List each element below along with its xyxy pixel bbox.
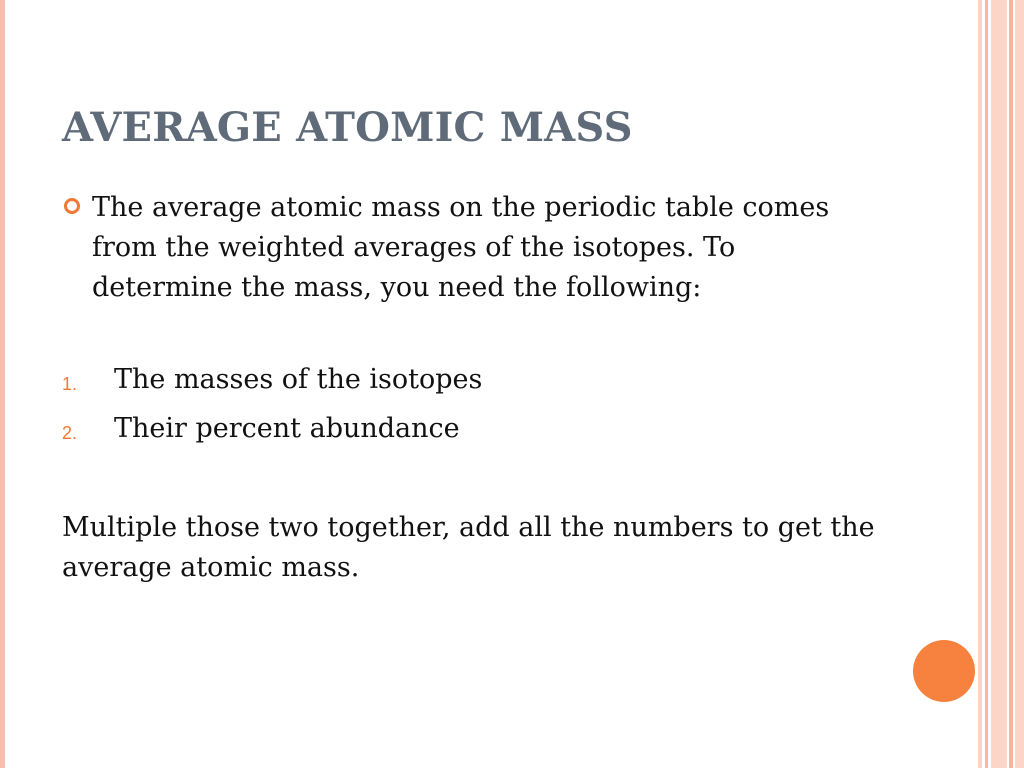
left-border: [0, 0, 5, 768]
bullet-point: [62, 188, 862, 308]
slide-title: AVERAGE ATOMIC MASS: [62, 104, 633, 151]
bullet-text: The average atomic mass on the periodic table comes from the weighted averages of the isotopes. To determine the mass, you need the following:: [92, 192, 830, 303]
item-number: 2.: [62, 423, 78, 443]
item-text: Their percent abundance: [114, 413, 460, 444]
item-number: 1.: [62, 374, 78, 394]
decorative-circle: [913, 640, 975, 702]
stripe: [985, 0, 988, 768]
stripe: [1015, 0, 1024, 768]
stripe: [1009, 0, 1013, 768]
stripe: [978, 0, 982, 768]
stripe: [991, 0, 1007, 768]
closing-paragraph: Multiple those two together, add all the numbers to get the average atomic mass.: [62, 512, 875, 583]
item-text: The masses of the isotopes: [114, 364, 483, 395]
decorative-stripes: [978, 0, 1024, 768]
circle-bullet-icon: [64, 198, 80, 214]
